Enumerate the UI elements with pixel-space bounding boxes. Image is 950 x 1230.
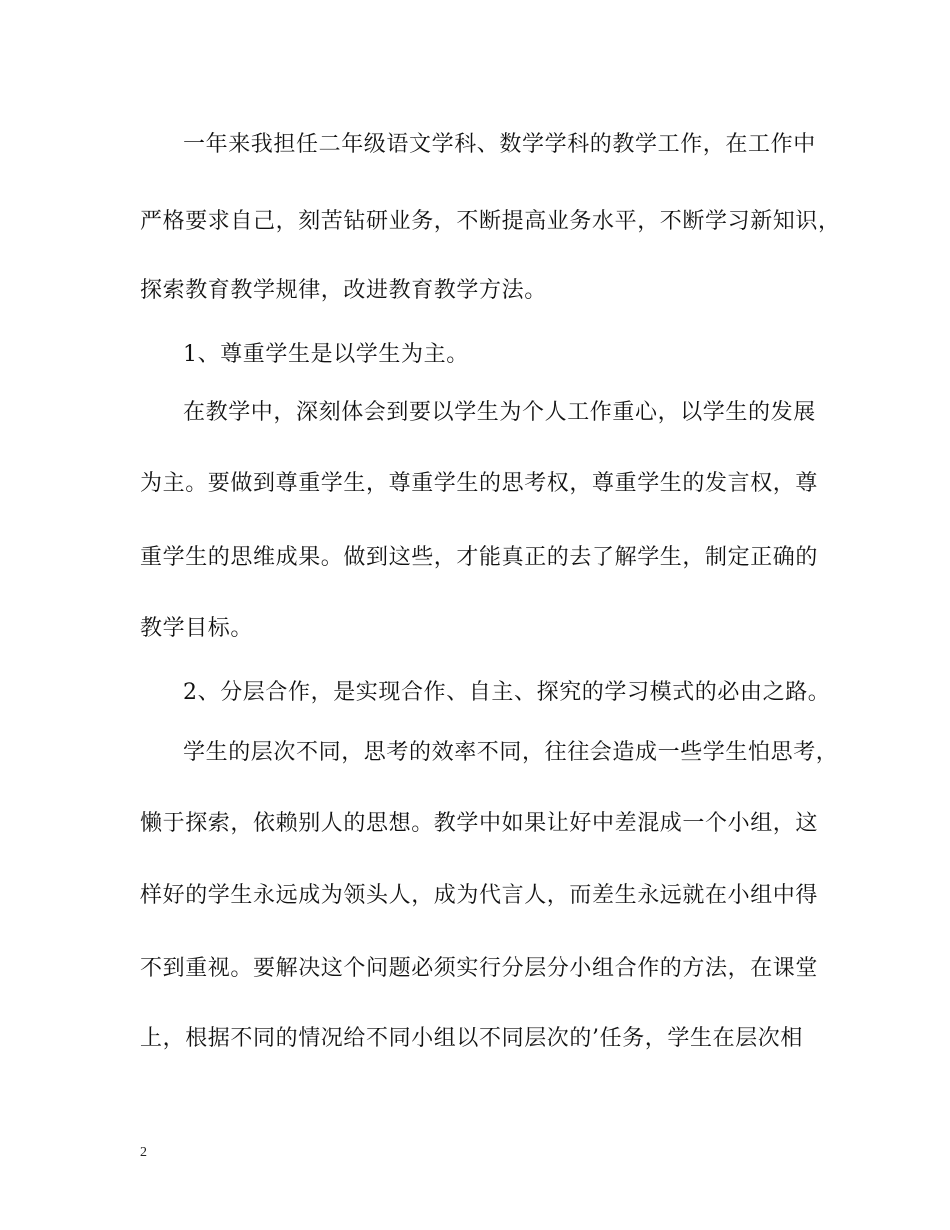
- text-line: 1、尊重学生是以学生为主。: [183, 342, 469, 367]
- text-line: 学生的层次不同，思考的效率不同，往往会造成一些学生怕思考，: [183, 740, 839, 765]
- text-line: 在教学中，深刻体会到要以学生为个人工作重心，以学生的发展: [183, 400, 816, 425]
- text-line: 重学生的思维成果。做到这些，才能真正的去了解学生，制定正确的: [140, 545, 819, 570]
- text-line: 一年来我担任二年级语文学科、数学学科的教学工作，在工作中: [183, 132, 816, 157]
- page-number: 2: [140, 1145, 147, 1160]
- text-line: 探索教育教学规律，改进教育教学方法。: [140, 278, 547, 303]
- text-line: 严格要求自己，刻苦钻研业务，不断提高业务水平，不断学习新知识，: [140, 209, 841, 234]
- text-line: 不到重视。要解决这个问题必须实行分层分小组合作的方法，在课堂: [140, 956, 819, 981]
- text-line: 懒于探索，依赖别人的思想。教学中如果让好中差混成一个小组，这: [140, 811, 819, 836]
- text-line: 上，根据不同的情况给不同小组以不同层次的’任务，学生在层次相: [140, 1026, 803, 1051]
- text-line: 2、分层合作，是实现合作、自主、探究的学习模式的必由之路。: [183, 680, 831, 705]
- text-line: 为主。要做到尊重学生，尊重学生的思考权，尊重学生的发言权，尊: [140, 471, 819, 496]
- text-line: 教学目标。: [140, 616, 254, 641]
- text-line: 样好的学生永远成为领头人，成为代言人，而差生永远就在小组中得: [140, 883, 819, 908]
